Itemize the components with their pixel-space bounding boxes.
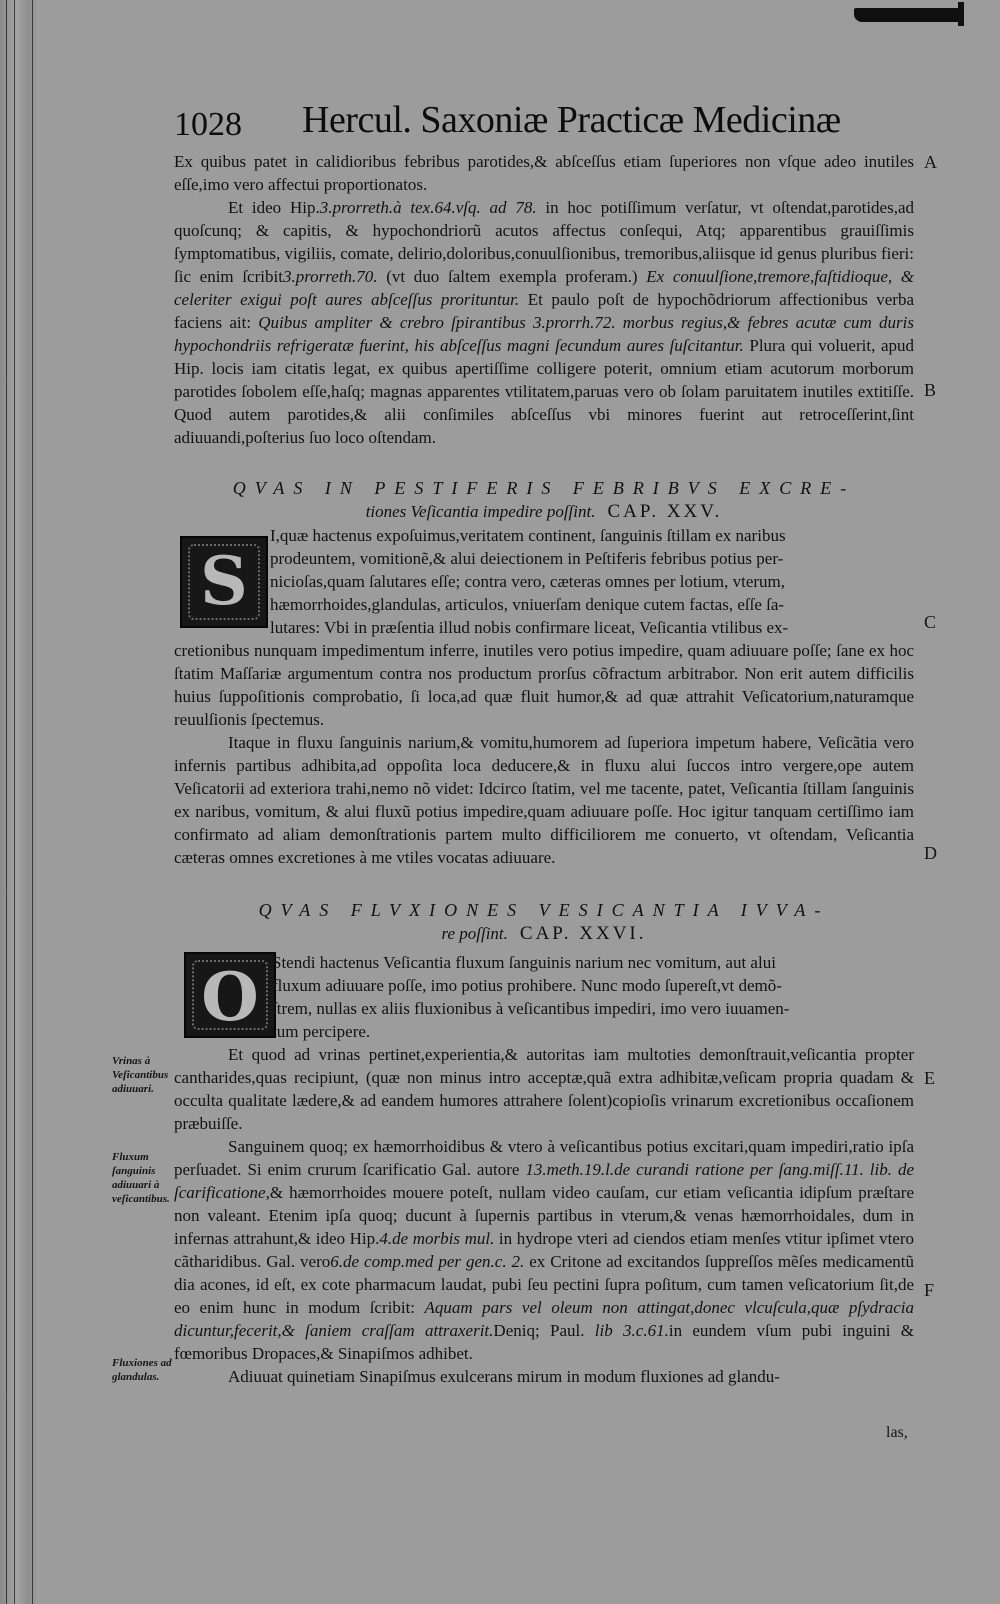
citation: lib 3.c.61.	[594, 1321, 669, 1340]
text-line: Stendi hactenus Veſicantia fluxum ſanguinis narium nec vomitum, aut alui	[272, 953, 776, 972]
text-line: ſtrem, nullas ex aliis fluxionibus à veſicantibus impediri, imo vero iuuamen-	[272, 999, 790, 1018]
text: (vt duo ſaltem exempla proferam.)	[386, 267, 638, 286]
page-number: 1028	[174, 106, 242, 143]
quotation: Aquam pars vel oleum non attingat,donec vlcuſcula,quæ pſydracia dicuntur,fecerit,& ſaniem craſſam attraxerit.	[174, 1298, 914, 1340]
margin-letter-e: E	[924, 1068, 935, 1088]
margin-letter-c: C	[924, 612, 937, 632]
margin-letter-f: F	[924, 1280, 935, 1300]
quotation: Quibus ampliter & crebro ſpirantibus 3.prorrh.72. morbus regius,& febres acutæ cum duris hypochondriis refrigeratæ fuerint, his abſceſſus magni ſecundum aures ſuſcitantur.	[174, 313, 914, 355]
margin-letter-d: D	[924, 843, 937, 863]
chapter-body	[174, 951, 914, 1388]
quotation: Ex conuulſione,tremore,faſtidioque, & celeriter exigui poſt aures abſceſſus prorituntur.	[174, 267, 915, 309]
text: Plura qui voluerit, apud Hip. locis iam citatis legat, ex quibus apertiſſime colligere poterit, omnium etiam acutorum morborum parotides ſobolem eſſe,haſq; magnas apparentes vtilitatem,paruas vero ob ſolam paruitatem inutiles extitiſſe. Quod autem parotides,& alii conſimiles abſceſſus vbi minores fuerint aut retroceſſerint,ſint adiuuandi,poſterius ſuo loco oſtendam.	[174, 336, 915, 447]
margin-letter-a: A	[924, 152, 937, 172]
text-line: hæmorrhoides,glandulas, articulos, vniuerſam denique cutem factas, eſſe ſa-	[270, 595, 785, 614]
catchword: las,	[886, 1424, 908, 1441]
margin-letter-b: B	[924, 380, 937, 400]
text: Deniq; Paul.	[493, 1321, 585, 1340]
chapter-number: CAP. XXVI.	[519, 923, 647, 944]
text-line: fluxum adiuuare poſſe, imo potius prohibere. Nunc modo ſupereſt,vt demõ-	[272, 976, 782, 995]
chapter-subtitle-text: tiones Veſicantia impedire poſſint.	[365, 502, 596, 521]
citation: 4.de morbis mul.	[379, 1229, 495, 1248]
text: Et ideo Hip.	[228, 198, 320, 217]
text: Sanguinem quoq; ex hæmorrhoidibus & vtero à veſicantibus potius excitari,quam impediri,ratio ipſa perſuadet. Si enim crurum ſcarificatio Gal. autore	[174, 1137, 914, 1179]
running-title: Hercul. Saxoniæ Practicæ Medicinæ	[302, 99, 841, 141]
text-line: nicioſas,quam ſalutares eſſe; contra vero, cæteras omnes per lotium, vterum,	[270, 572, 786, 591]
citation: 6.de comp.med per gen.c. 2.	[330, 1252, 525, 1271]
drop-cap-letter: S	[200, 542, 248, 620]
drop-cap-letter: O	[201, 958, 259, 1036]
chapter-heading	[174, 478, 914, 523]
chapter-subtitle-text: re poſſint.	[441, 924, 508, 943]
text-line: I,quæ hactenus expoſuimus,veritatem continent, ſanguinis ſtillam ex naribus	[270, 526, 786, 545]
chapter-title: QVAS FLVXIONES VESICANTIA IVVA-	[258, 900, 830, 920]
text: & hæmorrhoides mouere poteſt, nullam video cauſam, cur etiam veſicantia idipſum præſtare non valeant. Etenim ipſa quoq; ducunt à ſupernis partibus in vterum,& venas hæmorrhoidales, dum in infernas attrahunt,& ideo Hip.	[174, 1183, 914, 1248]
page-binding	[0, 0, 40, 1604]
binding-rule	[14, 0, 15, 1604]
paragraph: Adiuuat quinetiam Sinapiſmus exulcerans mirum in modum fluxiones ad glandu-	[228, 1367, 780, 1386]
paragraph: Et quod ad vrinas pertinet,experientia,& autoritas iam multoties demonſtrauit,veſicantia propter cantharides,quas recipiunt, (quæ non minus intro acceptæ,quã extra adhibitæ,veſicam propria quadam & occulta qualitate lædere,& ad eandem humores attrahere ſolent)copioſis vrinarum excretionibus occaſionem præbuiſſe.	[174, 1045, 914, 1133]
binding-rule	[32, 0, 33, 1604]
page-header	[174, 98, 914, 144]
citation: 13.meth.19.l.de curandi ratione per ſang.miſſ.11. lib. de ſcarificatione,	[174, 1160, 914, 1202]
side-note: Fluxum ſanguinis adiuuari à veſicantibus.	[112, 1151, 170, 1205]
chapter-subtitle	[174, 501, 914, 523]
chapter-title: QVAS IN PESTIFERIS FEBRIBVS EXCRE-	[232, 478, 856, 498]
text-line: tum percipere.	[272, 1022, 371, 1041]
paragraph: Itaque in fluxu ſanguinis narium,& vomitu,humorem ad ſuperiora impetum habere, Veſicãtia vero infernis partibus adhibita,ad oppoſita loca deducere,& in fluxu alui ſuccos intro vergere,ope autem Veſicatorii ad exteriora trahi,nemo nõ videt: Idcirco ſtatim, vel me tacente, patet, Veſicantia ſtillam ſanguinis ex naribus, vomitum, & alui fluxũ potius impedire,quam adiuuare poſſe. Hoc igitur tanquam certiſſimo iam confirmato ad aliam demonſtrationis partem multo difficiliorem me conuerto, vt oſtendam, Veſicantia cæteras omnes excretiones à me vtiles vocatas adiuuare.	[174, 733, 914, 867]
side-note: Fluxiones ad glandulas.	[112, 1357, 172, 1383]
text: ex Critone ad excitandos ſuppreſſos mẽſes medicamentũ dia acones, id eſt, ex cote pharmacum laudat, pubi ſeu pectini ſupra poſitum, cum tamen veſicatorium ſit,de eo enim hunc in modum ſcribit:	[174, 1252, 915, 1317]
chapter-number: CAP. XXV.	[607, 501, 723, 522]
chapter-body	[174, 524, 914, 869]
ink-stroke	[958, 2, 964, 26]
paragraph: cretionibus nunquam impedimentum inferre, inutiles vero potius impedire, quam adiuuare poſſe; ſane ex hoc ſtatim Maſſariæ argumentum contra nos productum prorſus cõfractum arbitrabor. Non erit autem difficilis huius ſuppoſitionis comprobatio, ſi loca,ad quæ fluit humor,& ad quæ attrahit Veſicatorium,naturamque reuulſionis ſpectemus.	[174, 641, 914, 729]
chapter-subtitle	[174, 923, 914, 945]
paragraph	[174, 196, 914, 449]
text: in eundem vſum pubi inguini & fœmoribus Dropaces,& Sinapiſmos adhibet.	[174, 1321, 914, 1363]
paragraph: Ex quibus patet in calidioribus febribus parotides,& abſceſſus etiam ſuperiores non vſque adeo inutiles eſſe,imo vero affectui proportionatos.	[174, 152, 914, 194]
paragraph	[174, 1135, 914, 1365]
text-line: lutares: Vbi in præſentia illud nobis confirmare liceat, Veſicantia vtilibus ex-	[270, 618, 789, 637]
text: in hoc potiſſimum verſatur, vt oſtendat,parotides,ad quoſcunq; & capitis, & hypochondriorũ acutos affectus conſequi, Atq; apparentibus grauiſſimis ſymptomatibus, vigiliis, comate, delirio,doloribus,conuulſionibus, tremoribus,aliisque id genus pluribus fieri: ſic enim ſcribit	[174, 198, 914, 286]
citation: 3.prorreth.70.	[282, 267, 378, 286]
text-line: prodeuntem, vomitionẽ,& alui deiectionem in Peſtiferis febribus potius per-	[270, 549, 784, 568]
ink-stroke	[854, 8, 964, 22]
text: in hydrope vteri ad ciendos etiam menſes vtitur ipſimet vtero cãtharidibus. Gal. vero	[174, 1229, 914, 1271]
text: Et paulo poſt de hypochõdriorum affectionibus verba faciens ait:	[174, 290, 915, 332]
binding-rule	[6, 0, 7, 1604]
citation: 3.prorreth.à tex.64.vſq. ad 78.	[319, 198, 537, 217]
side-note: Vrinas à Veſicantibus adiuuari.	[112, 1055, 169, 1095]
chapter-heading	[174, 900, 914, 945]
